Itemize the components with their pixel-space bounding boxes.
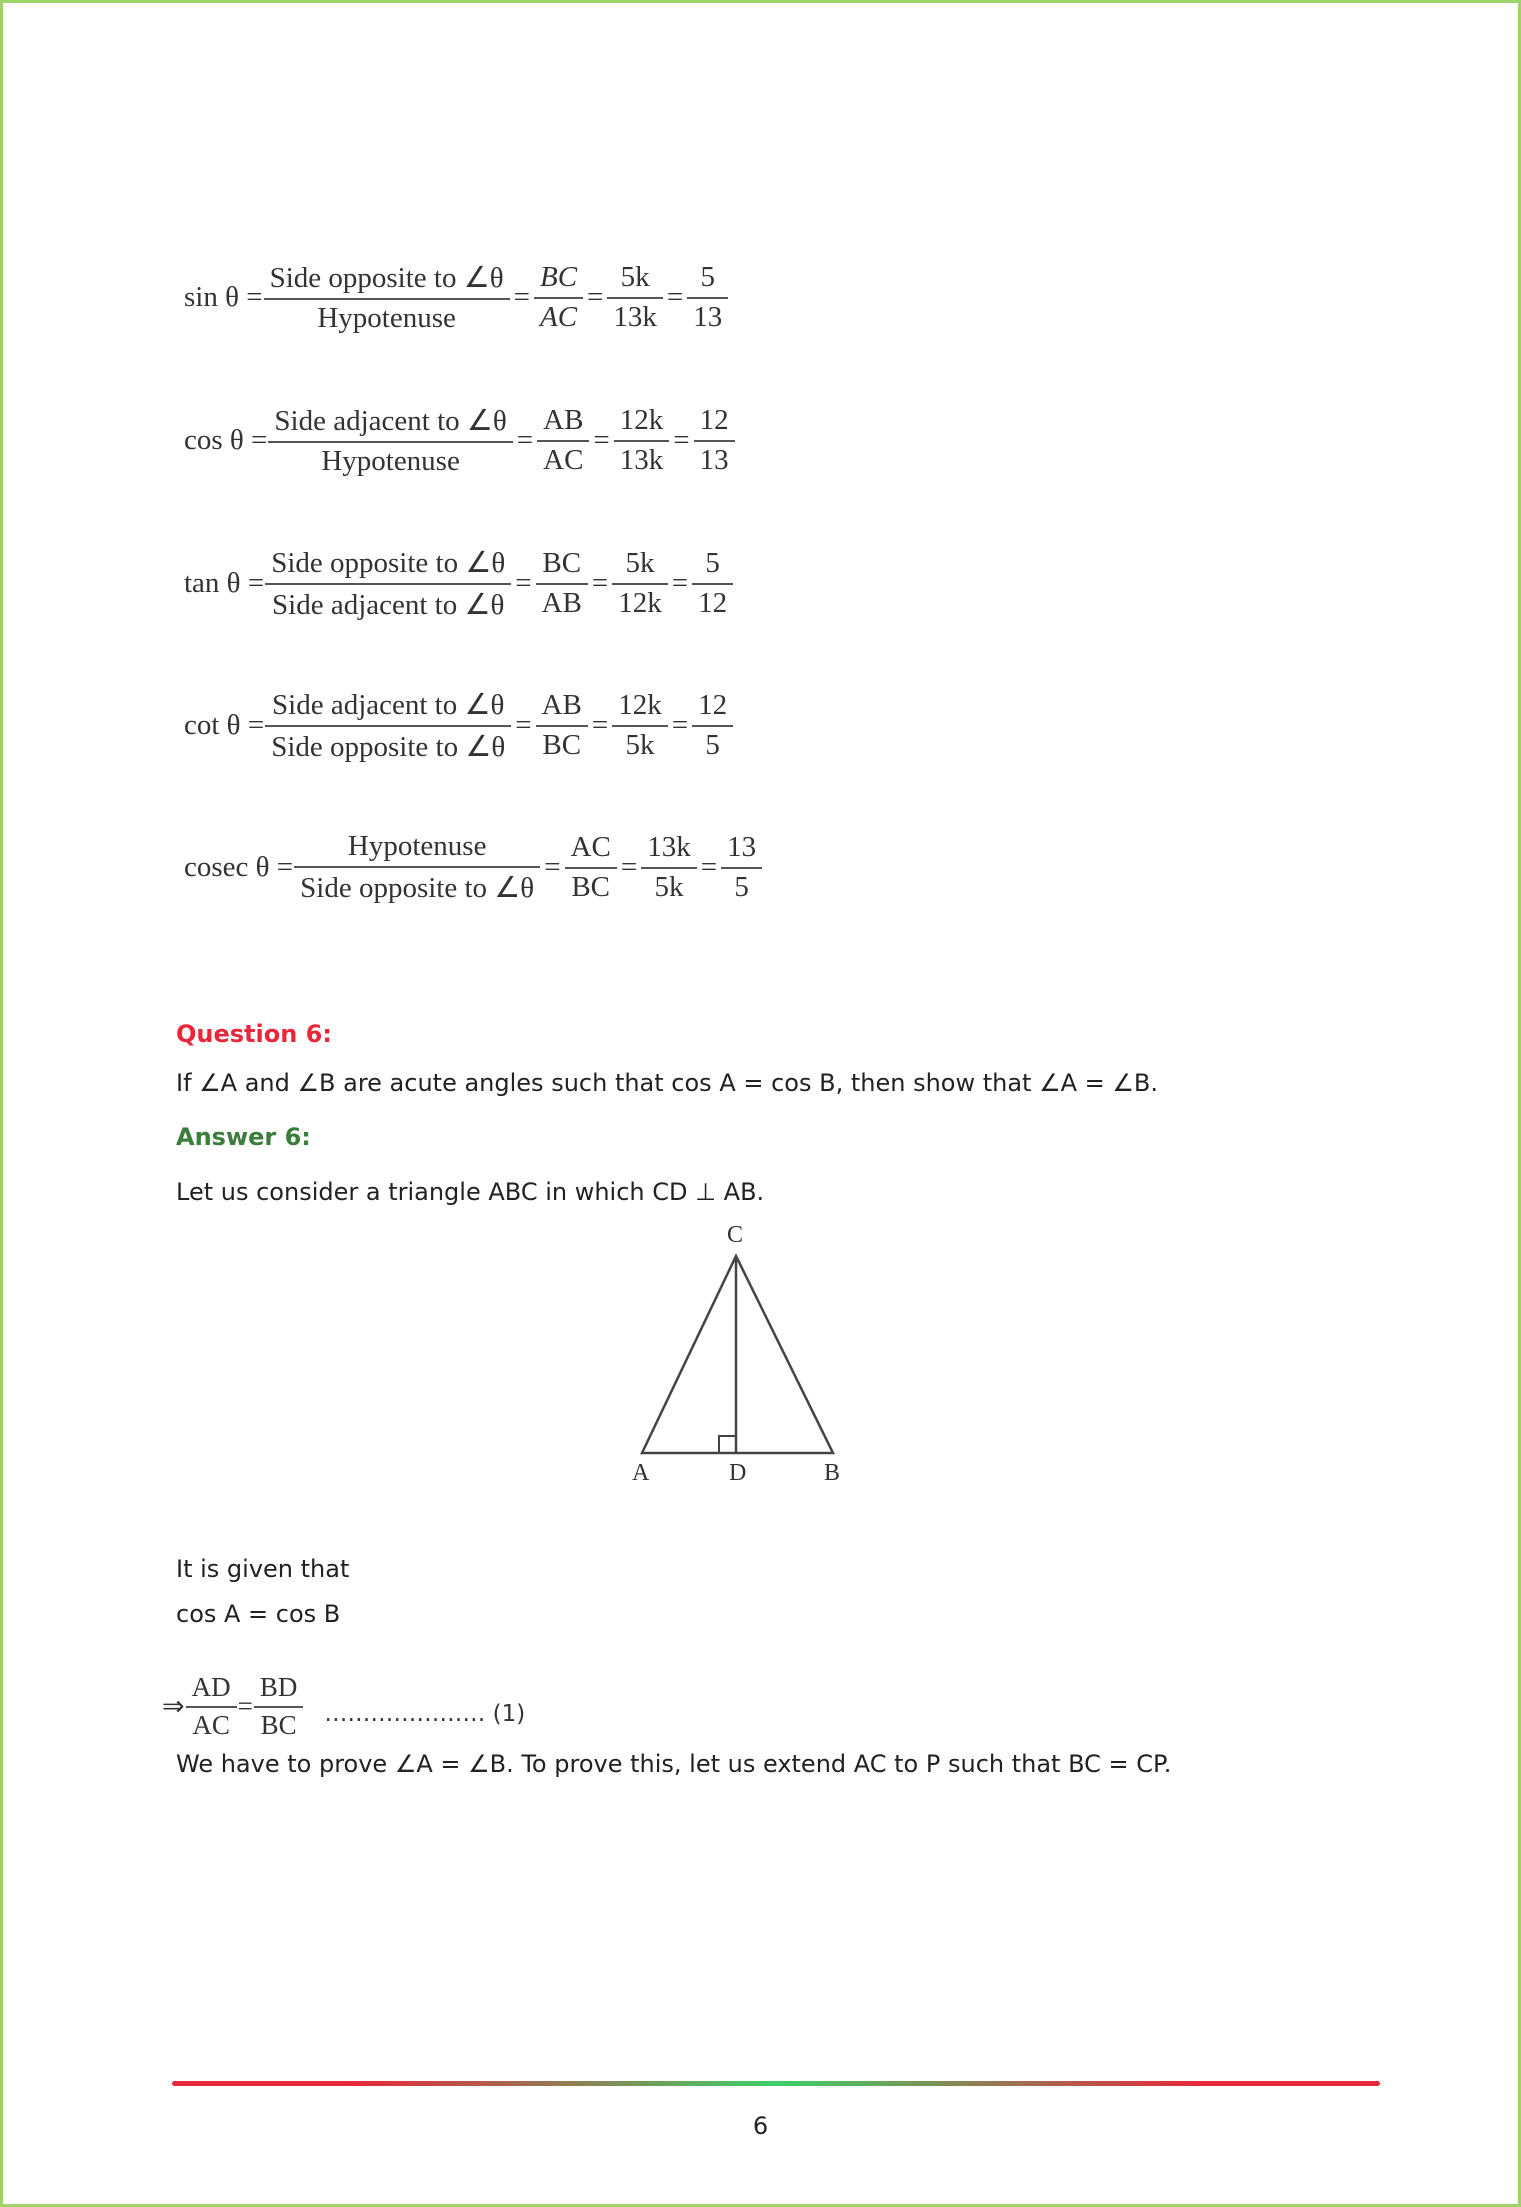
label-c: C bbox=[727, 1222, 744, 1248]
label-d: D bbox=[729, 1460, 747, 1486]
triangle-abc bbox=[642, 1256, 833, 1453]
fraction: $\frac{13}{5}$ bbox=[724, 831, 759, 904]
question-heading: Question 6: bbox=[176, 1020, 332, 1048]
formula-lhs: cosec θ = bbox=[184, 851, 294, 883]
page-number: 6 bbox=[752, 2112, 769, 2140]
fraction: $\frac{BC}{AC}$ bbox=[537, 261, 580, 334]
answer-line: Let us consider a triangle ABC in which CD ⊥ AB. bbox=[176, 1178, 765, 1206]
fraction: $\frac{12k}{13k}$ bbox=[617, 404, 667, 477]
fraction: $\frac{12k}{5k}$ bbox=[615, 689, 665, 762]
trig-formula: tan θ = $\frac{\text{Side opposite to ∠θ}}{\text{Side adjacent to ∠θ}}$ = $\frac{BC}{AB}$ = $\frac{5k}{12k}$ = $\frac{5}{12}$ bbox=[184, 545, 734, 622]
fraction: $\frac{12}{13}$ bbox=[697, 404, 732, 477]
fraction: $\frac{5}{13}$ bbox=[690, 261, 725, 334]
answer-heading: Answer 6: bbox=[176, 1123, 311, 1151]
formula-lhs: cos θ = bbox=[184, 424, 268, 456]
formula-lhs: cot θ = bbox=[184, 709, 265, 741]
trig-formula: cot θ = $\frac{\text{Side adjacent to ∠θ}}{\text{Side opposite to ∠θ}}$ = $\frac{AB}{BC}$ = $\frac{12k}{5k}$ = $\frac{12}{5}$ bbox=[184, 687, 734, 764]
fraction: $\frac{AB}{BC}$ bbox=[539, 689, 585, 762]
label-a: A bbox=[632, 1460, 650, 1486]
fraction: $\frac{\text{Side opposite to ∠θ}}{\text{Side adjacent to ∠θ}}$ bbox=[268, 545, 508, 622]
triangle-figure bbox=[600, 1220, 880, 1500]
answer-line: cos A = cos B bbox=[176, 1600, 341, 1628]
fraction: $\frac{AC}{BC}$ bbox=[568, 831, 614, 904]
trig-formula: cos θ = $\frac{\text{Side adjacent to ∠θ}}{\text{Hypotenuse}}$ = $\frac{AB}{AC}$ = $\frac{12k}{13k}$ = $\frac{12}{13}$ bbox=[184, 403, 736, 478]
trig-formula: sin θ = $\frac{\text{Side opposite to ∠θ}}{\text{Hypotenuse}}$ = $\frac{BC}{AC}$ = $\frac{5k}{13k}$ = $\frac{5}{13}$ bbox=[184, 260, 729, 335]
fraction: $\frac{\text{Hypotenuse}}{\text{Side opposite to ∠θ}}$ bbox=[297, 830, 537, 905]
fraction: $\frac{12}{5}$ bbox=[695, 689, 730, 762]
equation-reference: ………………… (1) bbox=[324, 1700, 526, 1727]
right-angle-mark bbox=[719, 1436, 736, 1453]
fraction: $\frac{AB}{AC}$ bbox=[540, 404, 586, 477]
fraction: $\frac{5k}{13k}$ bbox=[610, 261, 660, 334]
fraction: $\frac{\text{Side opposite to ∠θ}}{\text{Hypotenuse}}$ bbox=[267, 260, 507, 335]
fraction: $\frac{BC}{AB}$ bbox=[539, 547, 585, 620]
formula-lhs: tan θ = bbox=[184, 567, 265, 599]
fraction: $\frac{\text{Side adjacent to ∠θ}}{\text{Side opposite to ∠θ}}$ bbox=[268, 687, 508, 764]
formula-lhs: sin θ = bbox=[184, 281, 263, 313]
answer-line: It is given that bbox=[176, 1555, 350, 1583]
answer-line: We have to prove ∠A = ∠B. To prove this, let us extend AC to P such that BC = CP. bbox=[176, 1750, 1172, 1778]
fraction: $\frac{5k}{12k}$ bbox=[615, 547, 665, 620]
footer-divider bbox=[172, 2081, 1380, 2086]
question-text: If ∠A and ∠B are acute angles such that cos A = cos B, then show that ∠A = ∠B. bbox=[176, 1069, 1158, 1097]
trig-formula: cosec θ = $\frac{\text{Hypotenuse}}{\text{Side opposite to ∠θ}}$ = $\frac{AC}{BC}$ = $\frac{13k}{5k}$ = $\frac{13}{5}$ bbox=[184, 830, 763, 905]
label-b: B bbox=[824, 1460, 841, 1486]
ratio-equation: ⇒ $\frac{AD}{AC}$ = $\frac{BD}{BC}$ ………………… (1) bbox=[162, 1672, 526, 1740]
implies-symbol: ⇒ bbox=[162, 1691, 185, 1721]
fraction: $\frac{13k}{5k}$ bbox=[644, 831, 694, 904]
fraction: $\frac{5}{12}$ bbox=[695, 547, 730, 620]
fraction: $\frac{\text{Side adjacent to ∠θ}}{\text{Hypotenuse}}$ bbox=[271, 403, 509, 478]
